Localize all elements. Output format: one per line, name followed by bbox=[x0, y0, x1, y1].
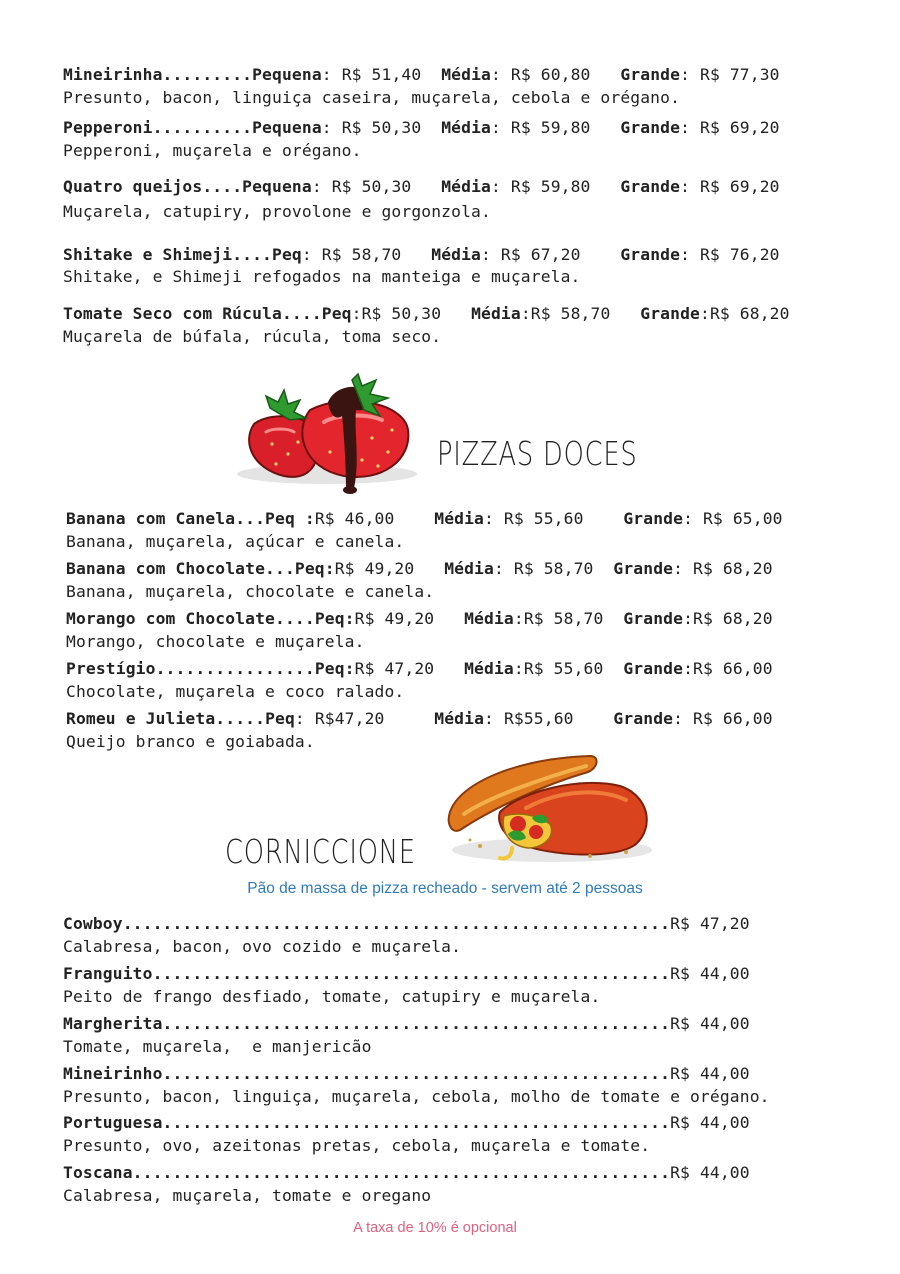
item-description: Shitake, e Shimeji refogados na manteiga e muçarela. bbox=[63, 267, 581, 286]
size-label: Grande bbox=[620, 245, 681, 264]
price: R$ 47,20 bbox=[670, 914, 750, 933]
item-name: Toscana bbox=[63, 1163, 133, 1182]
item-description: Chocolate, muçarela e coco ralado. bbox=[66, 682, 405, 701]
strawberry-chocolate-illustration bbox=[232, 372, 422, 498]
size-label: Média bbox=[471, 304, 521, 323]
price: R$ 44,00 bbox=[670, 1163, 750, 1182]
price: R$ 51,40 bbox=[341, 65, 422, 84]
item-name: Cowboy bbox=[63, 914, 123, 933]
price: R$ 44,00 bbox=[670, 1064, 750, 1083]
item-header-line: Banana com Chocolate...Peq:R$ 49,20 Média: R$ 58,70 Grande: R$ 68,20 bbox=[66, 559, 773, 578]
corniccione-illustration bbox=[440, 752, 660, 870]
size-label: Média bbox=[464, 659, 514, 678]
item-name: Shitake e Shimeji bbox=[63, 245, 233, 264]
item-header-line: Pepperoni..........Pequena: R$ 50,30 Média: R$ 59,80 Grande: R$ 69,20 bbox=[63, 118, 780, 137]
price: R$ 50,30 bbox=[341, 118, 422, 137]
price: R$ 66,00 bbox=[693, 709, 773, 728]
item-description: Presunto, ovo, azeitonas pretas, cebola, muçarela e tomate. bbox=[63, 1136, 651, 1155]
price: R$ 67,20 bbox=[500, 245, 581, 264]
item-header-line: Morango com Chocolate....Peq:R$ 49,20 Média:R$ 58,70 Grande:R$ 68,20 bbox=[66, 609, 773, 628]
size-label: Grande bbox=[623, 509, 684, 528]
price: R$ 60,80 bbox=[510, 65, 591, 84]
size-label: Peq: bbox=[314, 659, 355, 678]
size-label: Grande bbox=[613, 559, 674, 578]
item-name: Banana com Canela bbox=[66, 509, 236, 528]
price: R$ 77,30 bbox=[700, 65, 780, 84]
price: R$47,20 bbox=[314, 709, 385, 728]
item-description: Banana, muçarela, chocolate e canela. bbox=[66, 582, 435, 601]
item-header-line: Portuguesa...................................................R$ 44,00 bbox=[63, 1113, 750, 1132]
size-label: Média bbox=[434, 709, 485, 728]
item-name: Margherita bbox=[63, 1014, 163, 1033]
section-title-doces: PIZZAS DOCES bbox=[437, 434, 638, 473]
item-name: Banana com Chocolate bbox=[66, 559, 266, 578]
price: R$ 59,80 bbox=[510, 118, 591, 137]
item-header-line: Tomate Seco com Rúcula....Peq:R$ 50,30 Média:R$ 58,70 Grande:R$ 68,20 bbox=[63, 304, 790, 323]
item-name: Portuguesa bbox=[63, 1113, 163, 1132]
service-fee-note: A taxa de 10% é opcional bbox=[353, 1220, 517, 1236]
item-description: Queijo branco e goiabada. bbox=[66, 732, 315, 751]
price: R$ 59,80 bbox=[510, 177, 591, 196]
item-header-line: Prestígio................Peq:R$ 47,20 Média:R$ 55,60 Grande:R$ 66,00 bbox=[66, 659, 773, 678]
size-label: Pequena bbox=[242, 177, 312, 196]
price: R$ 65,00 bbox=[702, 509, 783, 528]
price: R$ 50,30 bbox=[331, 177, 412, 196]
section-title-corniccione: CORNICCIONE bbox=[225, 832, 416, 871]
price: R$ 58,70 bbox=[530, 304, 611, 323]
size-label: Média bbox=[434, 509, 485, 528]
item-description: Banana, muçarela, açúcar e canela. bbox=[66, 532, 405, 551]
item-description: Calabresa, muçarela, tomate e oregano bbox=[63, 1186, 432, 1205]
item-header-line: Franguito....................................................R$ 44,00 bbox=[63, 964, 750, 983]
size-label: Média bbox=[444, 559, 494, 578]
item-description: Pepperoni, muçarela e orégano. bbox=[63, 141, 362, 160]
price: R$55,60 bbox=[503, 709, 574, 728]
item-header-line: Mineirinha.........Pequena: R$ 51,40 Média: R$ 60,80 Grande: R$ 77,30 bbox=[63, 65, 780, 84]
price: R$ 66,00 bbox=[693, 659, 773, 678]
size-label: Grande bbox=[620, 118, 681, 137]
size-label: Pequena bbox=[252, 65, 322, 84]
item-description: Muçarela de búfala, rúcula, toma seco. bbox=[63, 327, 442, 346]
item-header-line: Mineirinho...................................................R$ 44,00 bbox=[63, 1064, 750, 1083]
price: R$ 46,00 bbox=[314, 509, 395, 528]
price: R$ 49,20 bbox=[354, 609, 435, 628]
price: R$ 69,20 bbox=[700, 118, 780, 137]
item-header-line: Cowboy.......................................................R$ 47,20 bbox=[63, 914, 750, 933]
item-name: Pepperoni bbox=[63, 118, 153, 137]
size-label: Média bbox=[441, 177, 491, 196]
size-label: Média bbox=[441, 65, 491, 84]
size-label: Peq bbox=[272, 245, 302, 264]
price: R$ 44,00 bbox=[670, 1113, 750, 1132]
item-name: Mineirinha bbox=[63, 65, 163, 84]
item-description: Presunto, bacon, linguiça, muçarela, cebola, molho de tomate e orégano. bbox=[63, 1087, 770, 1106]
size-label: Peq: bbox=[294, 559, 335, 578]
price: R$ 44,00 bbox=[670, 1014, 750, 1033]
item-header-line: Romeu e Julieta.....Peq: R$47,20 Média: R$55,60 Grande: R$ 66,00 bbox=[66, 709, 773, 728]
item-name: Mineirinho bbox=[63, 1064, 163, 1083]
size-label: Grande bbox=[620, 65, 681, 84]
item-name: Franguito bbox=[63, 964, 153, 983]
size-label: Média bbox=[431, 245, 482, 264]
price: R$ 68,20 bbox=[709, 304, 790, 323]
price: R$ 55,60 bbox=[523, 659, 604, 678]
size-label: Grande bbox=[640, 304, 700, 323]
size-label: Peq bbox=[265, 709, 295, 728]
item-description: Muçarela, catupiry, provolone e gorgonzola. bbox=[63, 202, 491, 221]
item-header-line: Banana com Canela...Peq :R$ 46,00 Média: R$ 55,60 Grande: R$ 65,00 bbox=[66, 509, 783, 528]
size-label: Peq bbox=[321, 304, 352, 323]
price: R$ 68,20 bbox=[693, 609, 773, 628]
price: R$ 76,20 bbox=[699, 245, 780, 264]
item-description: Presunto, bacon, linguiça caseira, muçarela, cebola e orégano. bbox=[63, 88, 681, 107]
price: R$ 69,20 bbox=[700, 177, 780, 196]
size-label: Grande bbox=[623, 659, 684, 678]
size-label: Grande bbox=[613, 709, 674, 728]
item-header-line: Quatro queijos....Pequena: R$ 50,30 Média: R$ 59,80 Grande: R$ 69,20 bbox=[63, 177, 780, 196]
price: R$ 44,00 bbox=[670, 964, 750, 983]
size-label: Grande bbox=[623, 609, 684, 628]
size-label: Peq : bbox=[265, 509, 315, 528]
item-header-line: Margherita...................................................R$ 44,00 bbox=[63, 1014, 750, 1033]
size-label: Média bbox=[464, 609, 514, 628]
size-label: Pequena bbox=[252, 118, 322, 137]
size-label: Grande bbox=[620, 177, 681, 196]
item-header-line: Toscana......................................................R$ 44,00 bbox=[63, 1163, 750, 1182]
price: R$ 58,70 bbox=[513, 559, 594, 578]
price: R$ 68,20 bbox=[693, 559, 773, 578]
item-name: Romeu e Julieta bbox=[66, 709, 216, 728]
price: R$ 58,70 bbox=[523, 609, 604, 628]
item-name: Quatro queijos bbox=[63, 177, 203, 196]
item-description: Peito de frango desfiado, tomate, catupiry e muçarela. bbox=[63, 987, 601, 1006]
price: R$ 47,20 bbox=[354, 659, 435, 678]
item-name: Morango com Chocolate bbox=[66, 609, 275, 628]
item-description: Calabresa, bacon, ovo cozido e muçarela. bbox=[63, 937, 462, 956]
corniccione-subtitle: Pão de massa de pizza recheado - servem até 2 pessoas bbox=[247, 880, 643, 897]
size-label: Média bbox=[441, 118, 491, 137]
price: R$ 50,30 bbox=[361, 304, 442, 323]
item-description: Tomate, muçarela, e manjericão bbox=[63, 1037, 372, 1056]
item-description: Morango, chocolate e muçarela. bbox=[66, 632, 365, 651]
price: R$ 55,60 bbox=[503, 509, 584, 528]
size-label: Peq: bbox=[314, 609, 355, 628]
item-name: Tomate Seco com Rúcula bbox=[63, 304, 282, 323]
price: R$ 49,20 bbox=[334, 559, 415, 578]
item-name: Prestígio bbox=[66, 659, 156, 678]
price: R$ 58,70 bbox=[321, 245, 402, 264]
item-header-line: Shitake e Shimeji....Peq: R$ 58,70 Média: R$ 67,20 Grande: R$ 76,20 bbox=[63, 245, 780, 264]
